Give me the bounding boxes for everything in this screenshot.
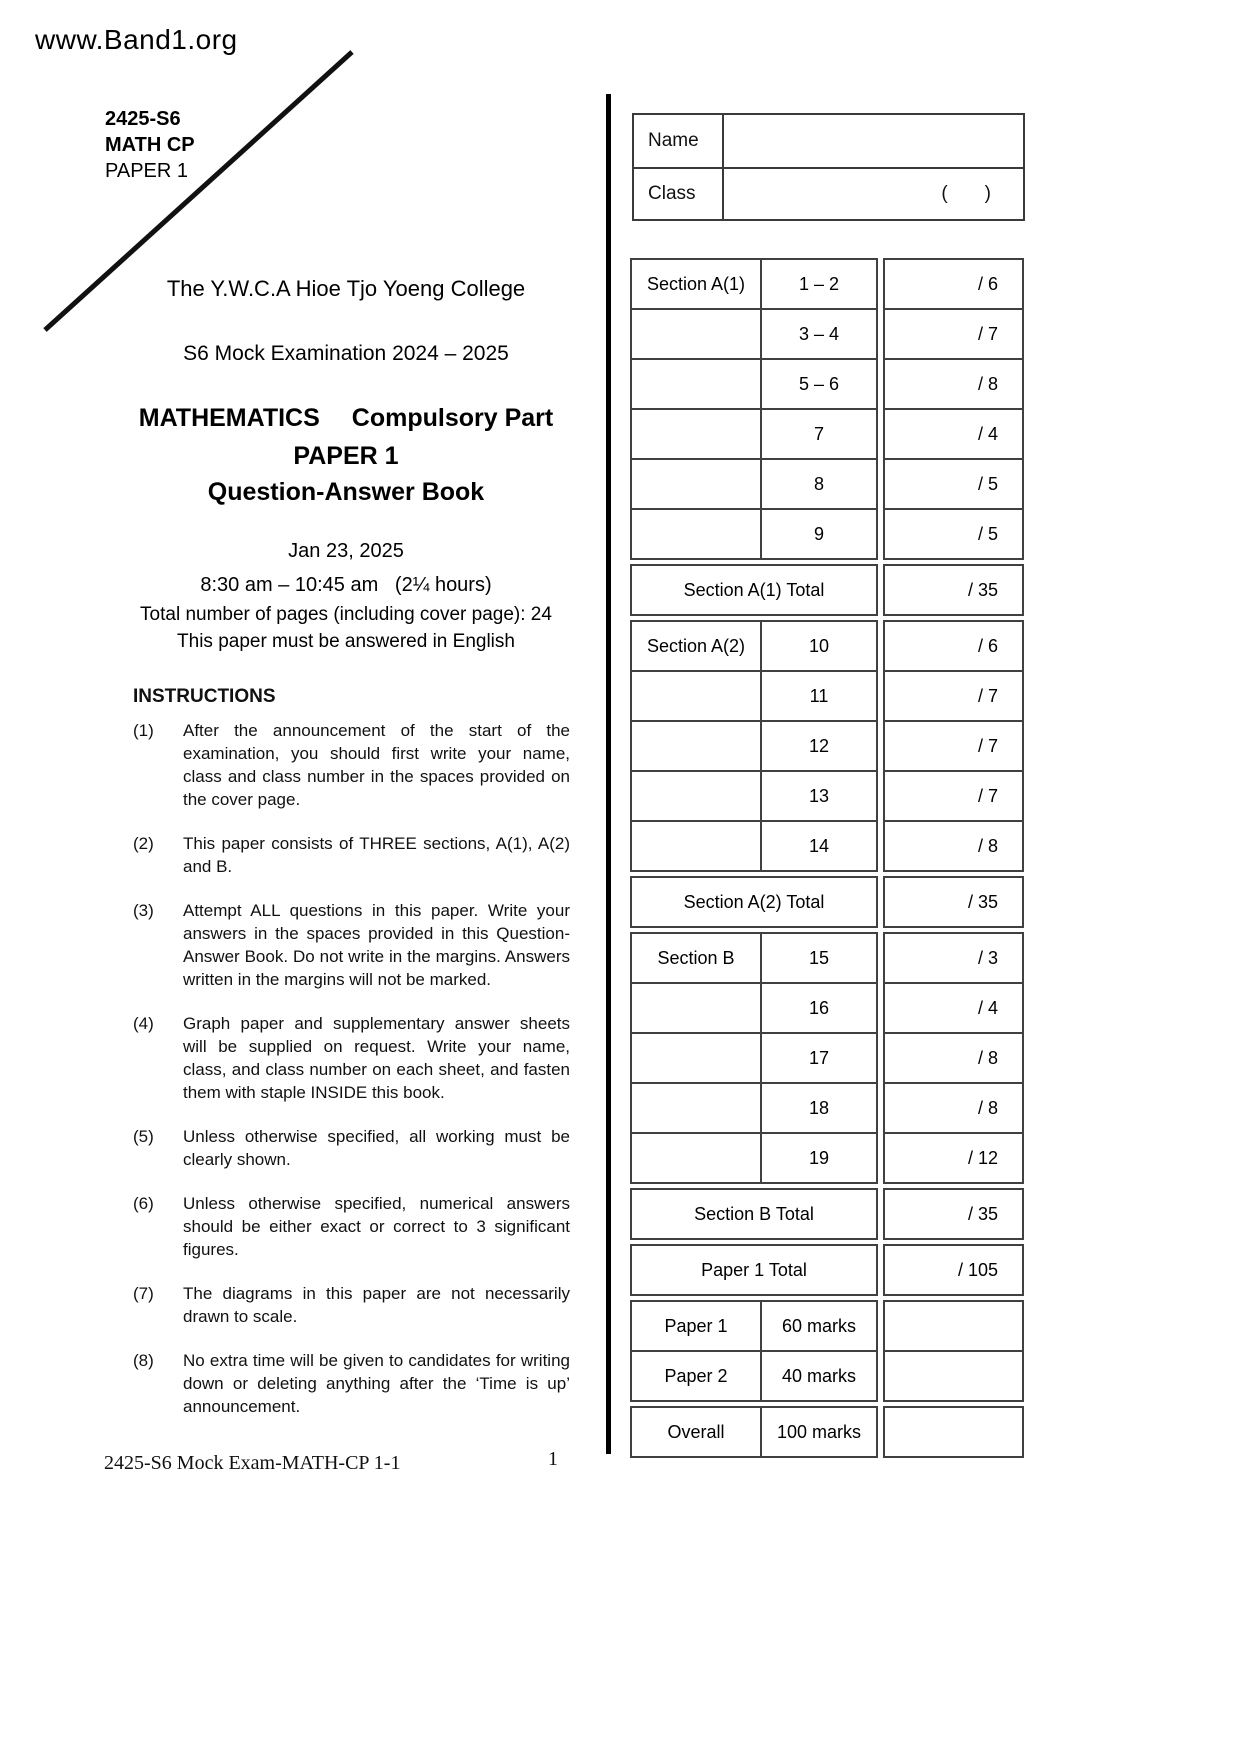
marks-total-row <box>630 876 1025 928</box>
diagonal-line <box>0 0 420 360</box>
marks-cell: / 6 <box>883 620 1024 672</box>
class-label: Class <box>634 169 724 219</box>
marks-cell: / 5 <box>883 458 1024 510</box>
name-row <box>634 115 1023 167</box>
section-cell <box>630 1032 760 1084</box>
question-cell: 12 <box>760 720 878 772</box>
marks-cell: / 7 <box>883 720 1024 772</box>
paper-marks-cell: 60 marks <box>760 1300 878 1352</box>
marks-row <box>630 458 1025 510</box>
paper-label-cell: Paper 2 <box>630 1350 760 1402</box>
section-cell <box>630 820 760 872</box>
question-cell: 1 – 2 <box>760 258 878 310</box>
instruction-item <box>133 832 570 878</box>
marks-cell: / 8 <box>883 1032 1024 1084</box>
paper-label-cell: Overall <box>630 1406 760 1458</box>
section-cell: Section A(1) <box>630 258 760 310</box>
instruction-item <box>133 899 570 991</box>
instruction-text: No extra time will be given to candidates for writing down or deleting anything after the ‘Time is up’ announcement. <box>183 1351 570 1416</box>
section-cell <box>630 982 760 1034</box>
total-label-cell: Section A(1) Total <box>630 564 878 616</box>
summary-row <box>630 1406 1025 1458</box>
marks-row <box>630 770 1025 822</box>
marks-cell: / 35 <box>883 1188 1024 1240</box>
exam-code-line2: MATH CP <box>105 134 195 156</box>
marks-row <box>630 932 1025 984</box>
marks-cell: / 8 <box>883 358 1024 410</box>
subject-name: MATHEMATICS <box>138 404 320 432</box>
page-number: 1 <box>548 1448 558 1470</box>
instruction-number: (2) <box>133 834 154 853</box>
marks-row <box>630 308 1025 360</box>
marks-cell: / 7 <box>883 770 1024 822</box>
marks-row <box>630 508 1025 560</box>
instruction-number: (4) <box>133 1014 154 1033</box>
class-row <box>634 167 1023 219</box>
marks-cell: / 105 <box>883 1244 1024 1296</box>
paper-title: PAPER 1 <box>293 442 399 470</box>
question-cell: 8 <box>760 458 878 510</box>
marks-cell: / 5 <box>883 508 1024 560</box>
section-cell <box>630 508 760 560</box>
paper-marks-cell: 40 marks <box>760 1350 878 1402</box>
name-label: Name <box>634 115 724 167</box>
marks-cell: / 7 <box>883 670 1024 722</box>
instruction-text: Graph paper and supplementary answer sheets will be supplied on request. Write your name, class, and class number on each sheet, and fasten them with staple INSIDE this book. <box>183 1014 570 1102</box>
question-cell: 14 <box>760 820 878 872</box>
exam-code-block <box>105 106 195 184</box>
column-divider-line <box>606 94 611 1454</box>
section-cell <box>630 358 760 410</box>
marks-cell: / 3 <box>883 932 1024 984</box>
question-cell: 5 – 6 <box>760 358 878 410</box>
question-cell: 9 <box>760 508 878 560</box>
marks-cell <box>883 1300 1024 1352</box>
question-cell: 11 <box>760 670 878 722</box>
marks-table <box>630 258 1025 1458</box>
instructions-list <box>133 719 570 1439</box>
section-cell <box>630 770 760 822</box>
marks-row <box>630 720 1025 772</box>
instruction-number: (1) <box>133 721 154 740</box>
question-cell: 13 <box>760 770 878 822</box>
instructions-heading: INSTRUCTIONS <box>133 686 276 707</box>
marks-row <box>630 820 1025 872</box>
exam-code-line1: 2425-S6 <box>105 108 181 130</box>
question-cell: 17 <box>760 1032 878 1084</box>
section-cell: Section B <box>630 932 760 984</box>
instruction-number: (8) <box>133 1351 154 1370</box>
section-cell <box>630 720 760 772</box>
question-cell: 3 – 4 <box>760 308 878 360</box>
instruction-number: (3) <box>133 901 154 920</box>
book-title: Question-Answer Book <box>207 478 485 506</box>
instruction-item <box>133 1125 570 1171</box>
marks-row <box>630 1082 1025 1134</box>
marks-row <box>630 670 1025 722</box>
exam-date: Jan 23, 2025 <box>288 540 404 562</box>
name-input-area <box>724 115 1023 167</box>
question-cell: 10 <box>760 620 878 672</box>
paper-marks-cell: 100 marks <box>760 1406 878 1458</box>
summary-row <box>630 1350 1025 1402</box>
section-cell <box>630 1132 760 1184</box>
exam-title: S6 Mock Examination 2024 – 2025 <box>183 342 509 365</box>
marks-cell: / 6 <box>883 258 1024 310</box>
instruction-text: The diagrams in this paper are not necessarily drawn to scale. <box>183 1284 570 1326</box>
marks-cell: / 4 <box>883 982 1024 1034</box>
section-cell: Section A(2) <box>630 620 760 672</box>
marks-cell: / 4 <box>883 408 1024 460</box>
language-note: This paper must be answered in English <box>177 631 515 652</box>
instruction-text: Unless otherwise specified, numerical answers should be either exact or correct to 3 significant figures. <box>183 1194 570 1259</box>
marks-cell <box>883 1350 1024 1402</box>
name-class-table <box>632 113 1025 221</box>
instruction-item <box>133 719 570 811</box>
exam-code-line3: PAPER 1 <box>105 160 188 182</box>
pages-note: Total number of pages (including cover page): 24 <box>140 604 552 625</box>
marks-cell: / 8 <box>883 820 1024 872</box>
marks-row <box>630 258 1025 310</box>
exam-time: 8:30 am – 10:45 am (2¼ hours) <box>200 574 492 596</box>
instruction-item <box>133 1012 570 1104</box>
summary-row <box>630 1300 1025 1352</box>
marks-cell: / 7 <box>883 308 1024 360</box>
question-cell: 19 <box>760 1132 878 1184</box>
instruction-item <box>133 1349 570 1418</box>
instruction-item <box>133 1282 570 1328</box>
section-cell <box>630 408 760 460</box>
question-cell: 7 <box>760 408 878 460</box>
marks-row <box>630 1132 1025 1184</box>
question-cell: 16 <box>760 982 878 1034</box>
marks-total-row <box>630 1244 1025 1296</box>
marks-row <box>630 1032 1025 1084</box>
subject-title <box>40 404 652 433</box>
marks-cell <box>883 1406 1024 1458</box>
marks-cell: / 35 <box>883 876 1024 928</box>
marks-row <box>630 982 1025 1034</box>
paper-label-cell: Paper 1 <box>630 1300 760 1352</box>
instruction-text: Unless otherwise specified, all working must be clearly shown. <box>183 1127 570 1169</box>
college-name: The Y.W.C.A Hioe Tjo Yoeng College <box>166 276 526 301</box>
instruction-number: (7) <box>133 1284 154 1303</box>
section-cell <box>630 670 760 722</box>
question-cell: 15 <box>760 932 878 984</box>
total-label-cell: Section B Total <box>630 1188 878 1240</box>
instruction-number: (6) <box>133 1194 154 1213</box>
instruction-number: (5) <box>133 1127 154 1146</box>
instruction-item <box>133 1192 570 1261</box>
marks-total-row <box>630 564 1025 616</box>
class-number-paren: ( ) <box>941 183 991 204</box>
section-cell <box>630 308 760 360</box>
marks-row <box>630 358 1025 410</box>
instruction-text: After the announcement of the start of the examination, you should first write your name, class and class number in the spaces provided on the cover page. <box>183 721 570 809</box>
total-label-cell: Paper 1 Total <box>630 1244 878 1296</box>
instruction-text: This paper consists of THREE sections, A(1), A(2) and B. <box>183 834 570 876</box>
subject-part: Compulsory Part <box>351 404 554 432</box>
instruction-text: Attempt ALL questions in this paper. Write your answers in the spaces provided in this Question-Answer Book. Do not write in the margins. Answers written in the margins will not be marked. <box>183 901 570 989</box>
marks-cell: / 35 <box>883 564 1024 616</box>
section-cell <box>630 458 760 510</box>
footer-code: 2425-S6 Mock Exam-MATH-CP 1-1 <box>104 1452 401 1474</box>
watermark-text: www.Band1.org <box>35 24 238 55</box>
section-cell <box>630 1082 760 1134</box>
marks-row <box>630 620 1025 672</box>
total-label-cell: Section A(2) Total <box>630 876 878 928</box>
marks-row <box>630 408 1025 460</box>
marks-total-row <box>630 1188 1025 1240</box>
question-cell: 18 <box>760 1082 878 1134</box>
marks-cell: / 8 <box>883 1082 1024 1134</box>
marks-cell: / 12 <box>883 1132 1024 1184</box>
